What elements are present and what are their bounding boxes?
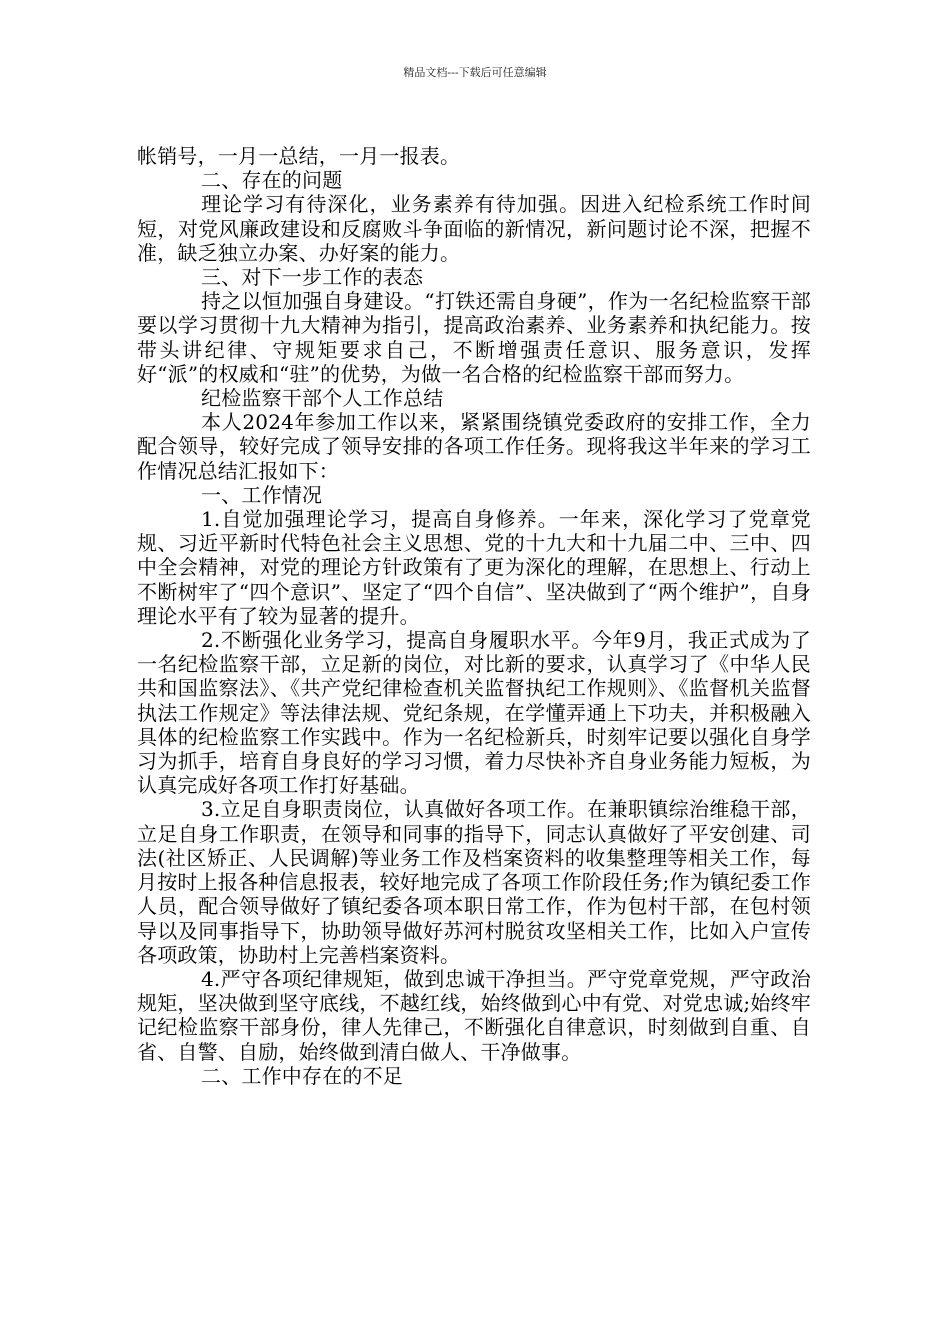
page-header: 精品文档---下载后可任意编辑	[403, 66, 547, 79]
paragraph-problems: 理论学习有待深化，业务素养有待加强。因进入纪检系统工作时间短，对党风廉政建设和反腐败斗争面临的新情况，新问题讨论不深，把握不准，缺乏独立办案、办好案的能力。	[137, 192, 811, 265]
section-heading-work-situation: 一、工作情况	[201, 482, 323, 507]
paragraph-item-3: 3.立足自身职责岗位，认真做好各项工作。在兼职镇综治维稳干部，立足自身工作职责，在领导和同事的指导下，同志认真做好了平安创建、司法(社区矫正、人民调解)等业务工作及档案资料的收集整理等相关工作，每月按时上报各种信息报表，较好地完成了各项工作阶段任务;作为镇纪委工作人员，配合领导做好了镇纪委各项本职日常工作，作为包村干部，在包村领导以及同事指导下，协助领导做好苏河村脱贫攻坚相关工作，比如入户宣传各项政策，协助村上完善档案资料。	[137, 797, 811, 967]
paragraph-item-2: 2.不断强化业务学习，提高自身履职水平。今年9月，我正式成为了一名纪检监察干部，立足新的岗位，对比新的要求，认真学习了《中华人民共和国监察法》、《共产党纪律检查机关监督执纪工作规则》、《监督机关监督执法工作规定》等法律法规、党纪条规，在学懂弄通上下功夫，并积极融入具体的纪检监察工作实践中。作为一名纪检新兵，时刻牢记要以强化自身学习为抓手，培育自身良好的学习习惯，着力尽快补齐自身业务能力短板，为认真完成好各项工作打好基础。	[137, 628, 811, 798]
document-body	[137, 144, 811, 1088]
paragraph-continuation: 帐销号，一月一总结，一月一报表。	[137, 144, 461, 168]
paragraph-next-steps: 持之以恒加强自身建设。“打铁还需自身硬”，作为一名纪检监察干部要以学习贯彻十九大精神为指引，提高政治素养、业务素养和执纪能力。按带头讲纪律、守规矩要求自己，不断增强责任意识、服务意识，发挥好“派”的权威和“驻”的优势，为做一名合格的纪检监察干部而努力。	[137, 289, 811, 386]
section-heading-problems: 二、存在的问题	[201, 168, 343, 193]
section-heading-shortcomings: 二、工作中存在的不足	[201, 1063, 403, 1088]
paragraph-intro: 本人2024年参加工作以来，紧紧围绕镇党委政府的安排工作，全力配合领导，较好完成了领导安排的各项工作任务。现将我这半年来的学习工作情况总结汇报如下：	[137, 410, 811, 483]
paragraph-item-1: 1.自觉加强理论学习，提高自身修养。一年来，深化学习了党章党规、习近平新时代特色社会主义思想、党的十九大和十九届二中、三中、四中全会精神，对党的理论方针政策有了更为深化的理解，在思想上、行动上不断树牢了“四个意识”、坚定了“四个自信”、坚决做到了“两个维护”，自身理论水平有了较为显著的提升。	[137, 507, 811, 628]
section-heading-next-steps: 三、对下一步工作的表态	[201, 265, 424, 290]
document-title: 纪检监察干部个人工作总结	[201, 386, 444, 411]
paragraph-item-4: 4.严守各项纪律规矩，做到忠诚干净担当。严守党章党规，严守政治规矩，坚决做到坚守底线，不越红线，始终做到心中有党、对党忠诚;始终牢记纪检监察干部身份，律人先律己，不断强化自律意识，时刻做到自重、自省、自警、自励，始终做到清白做人、干净做事。	[137, 966, 811, 1064]
